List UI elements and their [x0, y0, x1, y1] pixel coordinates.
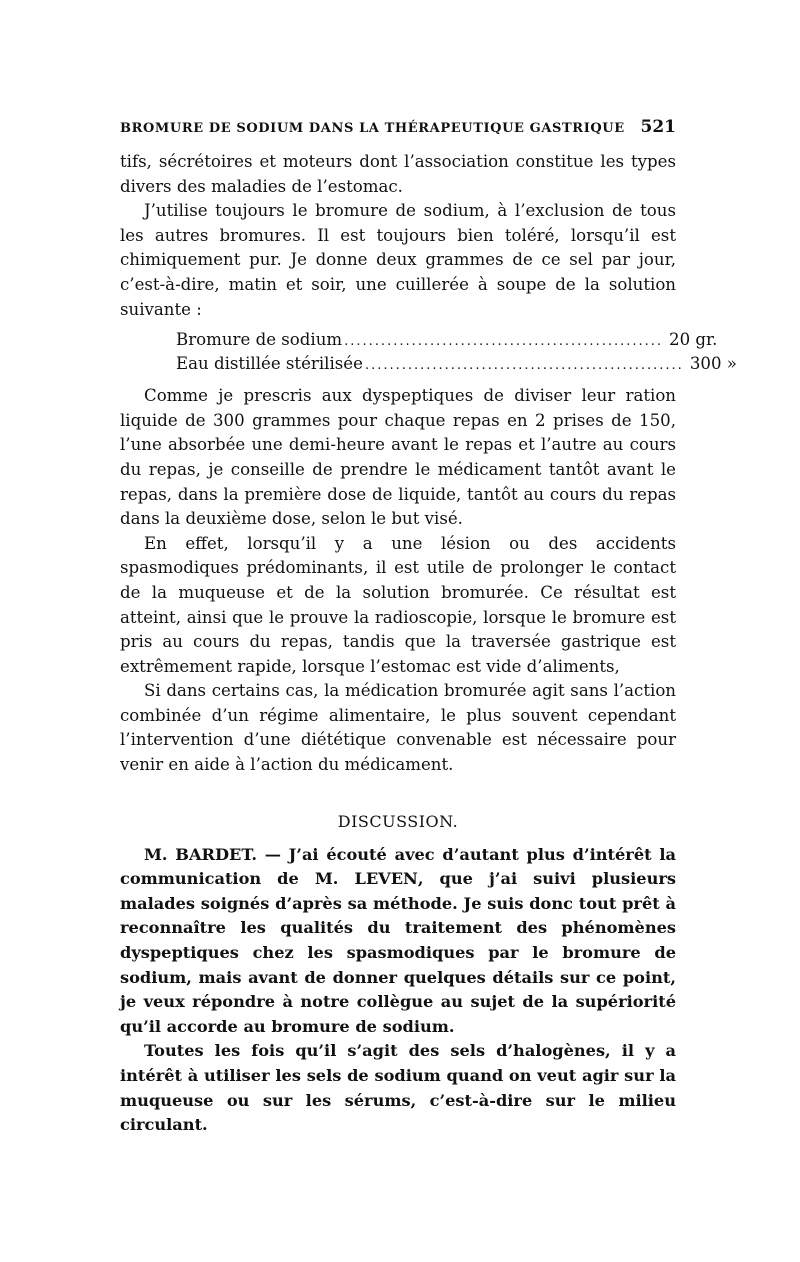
speaker-name: M. BARDET. [144, 844, 257, 864]
discussion-paragraph [120, 843, 676, 1040]
cited-name: M. LEVEN [314, 869, 418, 889]
formula-ingredient: Bromure de sodium [176, 330, 343, 350]
formula-quantity: 300 » [689, 354, 737, 374]
paragraph-effect: En effet, lorsqu’il y a une lésion ou des accidents spasmodiques prédominants, il est utile de prolonger le contact de la muqueuse et de la solution bromurée. Ce résultat est atteint, ainsi que le prouve la radioscopie, lorsque le bromure est pris au cours du repas, tandis que la traversée gastrique est extrêmement rapide, lorsque l’estomac est vide d’aliments, [120, 533, 676, 676]
formula-row [176, 353, 737, 377]
formula-ingredient: Eau distillée stérilisée [176, 354, 363, 374]
paragraph-continuation: tifs, sécrétoires et moteurs dont l’association constitue les types divers des maladies de l’estomac. [120, 152, 676, 196]
formula-row [176, 329, 718, 353]
leader-dots: .................................................... [364, 358, 684, 374]
discussion-text: — J’ai écouté avec d’autant plus d’intérêt la communication de [120, 844, 676, 889]
discussion [120, 843, 676, 1138]
formula-quantity: 20 gr. [669, 330, 718, 350]
discussion-text: , que j’ai suivi plusieurs malades soignés d’après sa méthode. Je suis donc tout prêt à reconnaître les qualités du traitement des phénomènes dyspeptiques chez les spasmodiques par le bromure de sodium, mais avant de donner quelques détails sur ce point, je veux répondre à notre collègue au sujet de la supériorité qu’il accorde au bromure de sodium. [120, 869, 676, 1036]
paragraph-regime: Si dans certains cas, la médication bromurée agit sans l’action combinée d’un régime alimentaire, le plus souvent cependant l’intervention d’une diététique convenable est nécessaire pour venir en aide à l’action du médicament. [120, 681, 676, 775]
body-text [120, 150, 737, 1138]
leader-dots: .................................................... [344, 334, 664, 350]
section-title: DISCUSSION. [337, 811, 459, 831]
prescription-formula [176, 329, 737, 377]
paragraph-bromure-choice: J’utilise toujours le bromure de sodium, à l’exclusion de tous les autres bromures. Il est toujours bien toléré, lorsqu’il est chimiquement pur. Je donne deux grammes de ce sel par jour, c’est-à-dire, matin et soir, une cuillerée à soupe de la solution suivante : [120, 201, 676, 319]
discussion-paragraph: Toutes les fois qu’il s’agit des sels d’halogènes, il y a intérêt à utiliser les sels de sodium quand on veut agir sur la muqueuse ou sur les sérums, c’est-à-dire sur le milieu circulant. [120, 1041, 676, 1135]
page-number: 521 [640, 117, 676, 137]
paragraph-dosage: Comme je prescris aux dyspeptiques de diviser leur ration liquide de 300 grammes pour chaque repas en 2 prises de 150, l’une absorbée une demi-heure avant le repas et l’autre au cours du repas, je conseille de prendre le médicament tantôt avant le repas, dans la première dose de liquide, tantôt au cours du repas dans la deuxième dose, selon le but visé. [120, 386, 676, 529]
running-header [120, 117, 676, 137]
running-title: BROMURE DE SODIUM DANS LA THÉRAPEUTIQUE GASTRIQUE [120, 121, 625, 136]
